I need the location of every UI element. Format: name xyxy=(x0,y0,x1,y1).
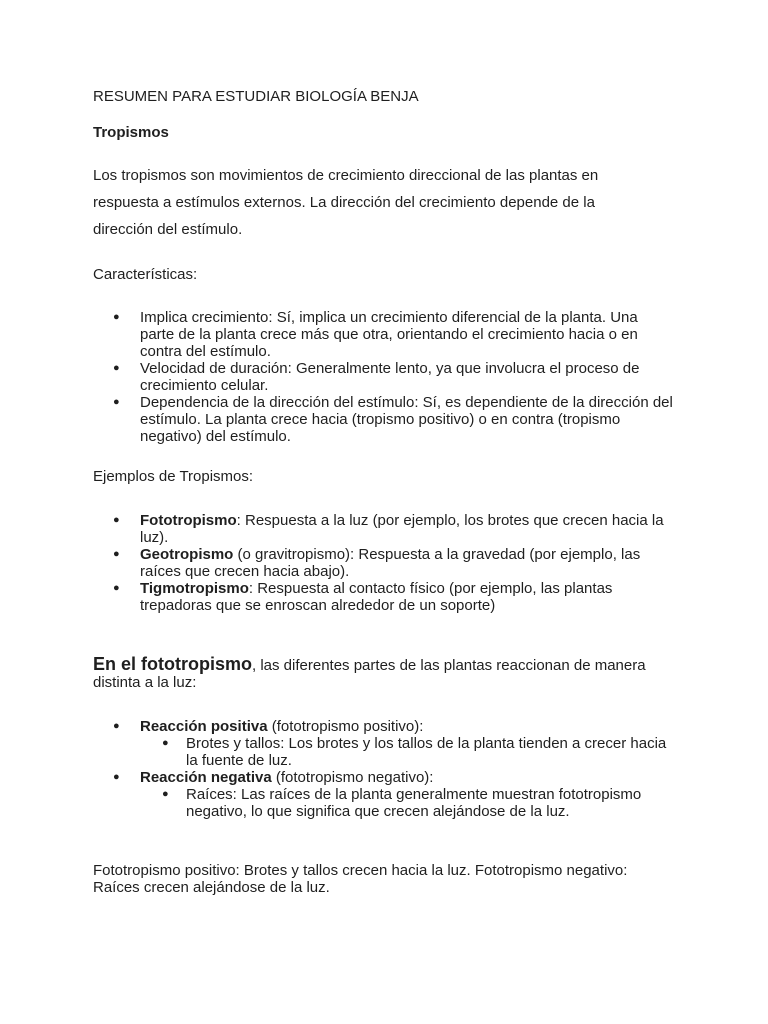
reaction-text: (fototropismo negativo): xyxy=(271,769,434,786)
section-heading: Tropismos xyxy=(93,124,169,141)
characteristics-list xyxy=(93,309,673,445)
example-term: Fototropismo xyxy=(140,512,237,529)
list-item xyxy=(93,769,673,820)
reaction-term: Reacción positiva xyxy=(140,718,268,735)
document-title: RESUMEN PARA ESTUDIAR BIOLOGÍA BENJA xyxy=(93,88,419,105)
reactions-list xyxy=(93,718,673,820)
list-item xyxy=(93,718,673,769)
list-item: ● Velocidad de duración: Generalmente lento, ya que involucra el proceso de crecimiento celular. xyxy=(93,360,673,394)
list-item xyxy=(93,546,673,580)
list-item: ● Implica crecimiento: Sí, implica un crecimiento diferencial de la planta. Una parte de la planta crece más que otra, orientando el crecimiento hacia o en contra del estímulo. xyxy=(93,309,673,360)
phototropism-intro: , las diferentes partes de las plantas reaccionan de manera distinta a la luz: xyxy=(93,657,646,691)
reaction-text: (fototropismo positivo): xyxy=(267,718,424,735)
examples-label: Ejemplos de Tropismos: xyxy=(93,468,254,485)
sub-list xyxy=(140,786,673,820)
intro-paragraph: Los tropismos son movimientos de crecimiento direccional de las plantas en respuesta a estímulos externos. La dirección del crecimiento depende de la dirección del estímulo. xyxy=(93,167,599,238)
example-text: : Respuesta a la luz (por ejemplo, los brotes que crecen hacia la luz). xyxy=(140,512,664,546)
summary-paragraph: Fototropismo positivo: Brotes y tallos crecen hacia la luz. Fototropismo negativo: Raíces crecen alejándose de la luz. xyxy=(93,862,628,896)
example-text: (o gravitropismo): Respuesta a la gravedad (por ejemplo, las raíces que crecen hacia abajo). xyxy=(140,546,641,580)
reaction-term: Reacción negativa xyxy=(140,769,272,786)
phototropism-heading: En el fototropismo xyxy=(93,654,252,674)
example-term: Geotropismo xyxy=(140,546,234,563)
characteristics-label: Características: xyxy=(93,266,198,283)
list-item: ● Dependencia de la dirección del estímulo: Sí, es dependiente de la dirección del estímulo. La planta crece hacia (tropismo positivo) o en contra (tropismo negativo) del estímulo. xyxy=(93,394,673,445)
sub-list-item: ● Raíces: Las raíces de la planta generalmente muestran fototropismo negativo, lo que significa que crecen alejándose de la luz. xyxy=(140,786,673,820)
list-item xyxy=(93,512,673,546)
list-item xyxy=(93,580,673,614)
examples-list xyxy=(93,512,673,614)
phototropism-paragraph xyxy=(93,656,673,691)
sub-list xyxy=(140,735,673,769)
example-term: Tigmotropismo xyxy=(140,580,249,597)
example-text: : Respuesta al contacto físico (por ejemplo, las plantas trepadoras que se enroscan alrededor de un soporte) xyxy=(140,580,613,614)
sub-list-item: ● Brotes y tallos: Los brotes y los tallos de la planta tienden a crecer hacia la fuente de luz. xyxy=(140,735,673,769)
